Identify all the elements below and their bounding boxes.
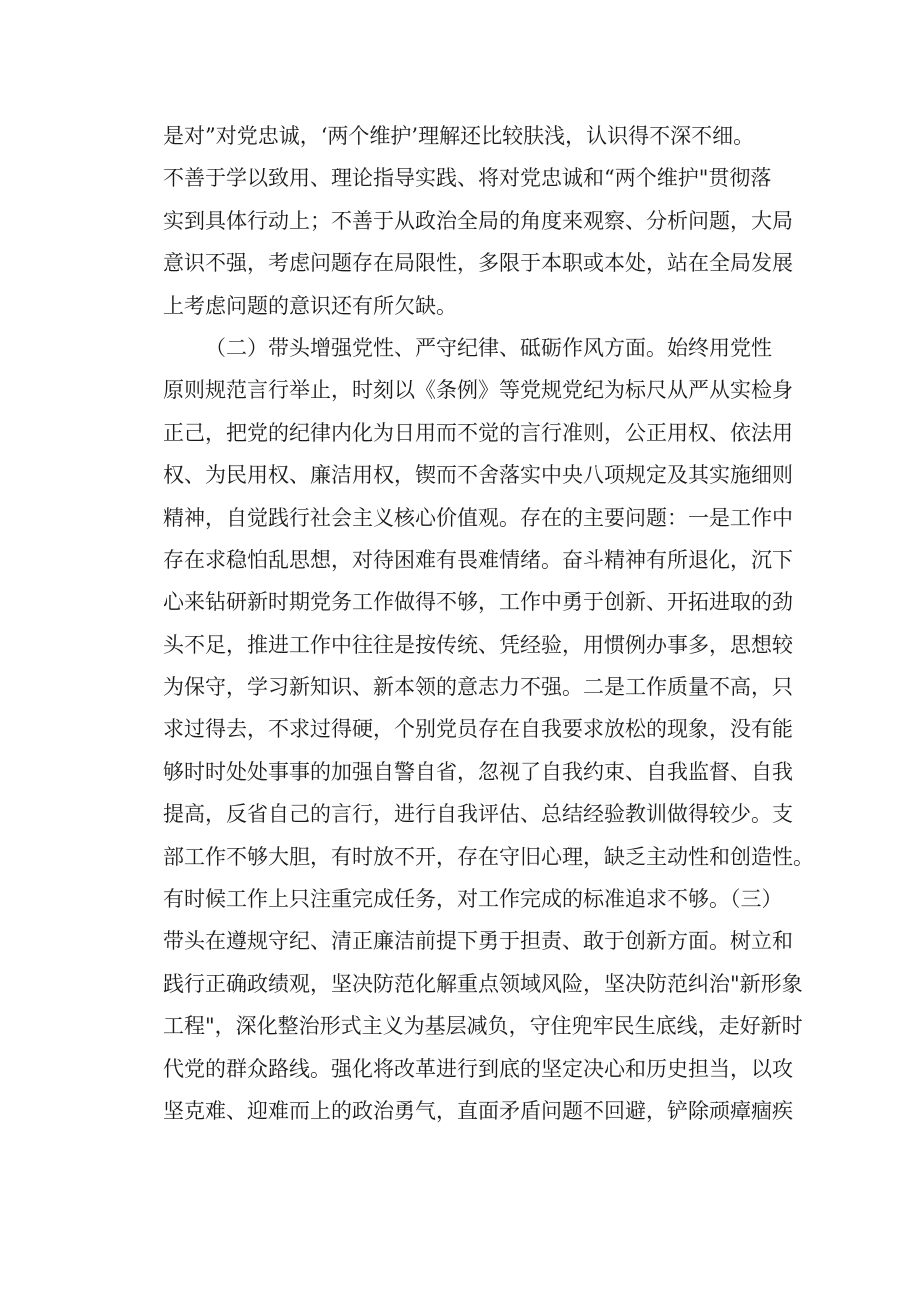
- text-line: 头不足，推进工作中往往是按传统、凭经验，用惯例办事多，思想较: [163, 632, 793, 657]
- text-line: 践行正确政绩观，坚决防范化解重点领域风险，坚决防范纠治"新形象: [163, 971, 803, 996]
- text-line: 是对”对党忠诚，‘两个维护’理解还比较肤浅，认识得不深不细。: [163, 124, 755, 148]
- text-line: 精神，自觉践行社会主义核心价值观。存在的主要问题：一是工作中: [163, 505, 793, 530]
- text-line: 代党的群众路线。强化将改革进行到底的坚定决心和历史担当，以攻: [163, 1056, 793, 1081]
- text-line: 存在求稳怕乱思想，对待困难有畏难情绪。奋斗精神有所退化，沉下: [163, 547, 793, 572]
- text-line: 有时候工作上只注重完成任务，对工作完成的标准追求不够。（三）: [163, 887, 783, 912]
- text-line: 提高，反省自己的言行，进行自我评估、总结经验教训做得较少。支: [163, 802, 793, 827]
- text-line: 正己，把党的纪律内化为日用而不觉的言行准则，公正用权、依法用: [163, 420, 793, 445]
- text-line: 够时时处处事事的加强自警自省，忽视了自我约束、自我监督、自我: [163, 759, 793, 784]
- text-line: 权、为民用权、廉洁用权，锲而不舍落实中央八项规定及其实施细则: [163, 463, 793, 488]
- section-heading-line: （二）带头增强党性、严守纪律、砥砺作风方面。始终用党性: [205, 335, 772, 360]
- text-line: 求过得去，不求过得硬，个别党员存在自我要求放松的现象，没有能: [163, 717, 793, 742]
- text-line: 带头在遵规守纪、清正廉洁前提下勇于担责、敢于创新方面。树立和: [163, 929, 793, 954]
- text-line: 坚克难、迎难而上的政治勇气，直面矛盾问题不回避，铲除顽瘴痼疾: [163, 1098, 793, 1123]
- text-line: 工程"，深化整治形式主义为基层减负，守住兜牢民生底线，走好新时: [163, 1014, 803, 1039]
- text-line: 心来钻研新时期党务工作做得不够，工作中勇于创新、开拓进取的劲: [163, 590, 793, 615]
- text-line: 原则规范言行举止，时刻以《条例》等党规党纪为标尺从严从实检身: [163, 378, 793, 403]
- body-text: [163, 115, 814, 1132]
- text-line: 部工作不够大胆，有时放不开，存在守旧心理，缺乏主动性和创造性。: [163, 844, 814, 869]
- text-line: 不善于学以致用、理论指导实践、将对党忠诚和“两个维护"贯彻落: [163, 166, 772, 191]
- text-line: 为保守，学习新知识、新本领的意志力不强。二是工作质量不高，只: [163, 675, 793, 700]
- text-line: 意识不强，考虑问题存在局限性，多限于本职或本处，站在全局发展: [163, 251, 793, 276]
- text-line: 上考虑问题的意识还有所欠缺。: [163, 293, 457, 318]
- text-line: 实到具体行动上；不善于从政治全局的角度来观察、分析问题，大局: [163, 208, 793, 233]
